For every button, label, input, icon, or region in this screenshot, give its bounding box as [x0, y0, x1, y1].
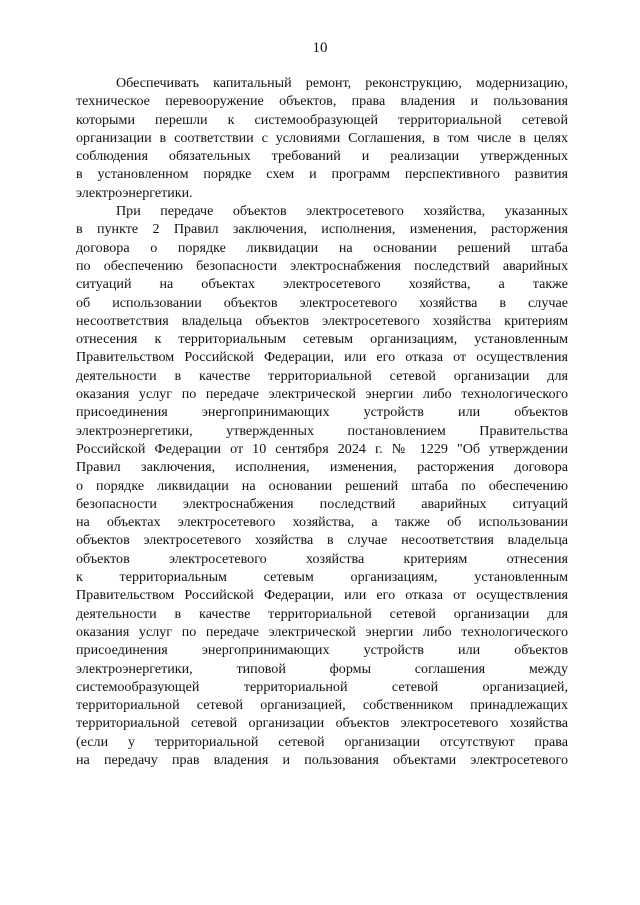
text-line: в пункте 2 Правил заключения, исполнения, изменения, расторжения: [76, 221, 568, 238]
text-line: системообразующей территориальной сетевой организацией,: [76, 678, 568, 695]
text-line: территориальной сетевой организации объектов электросетевого хозяйства: [76, 715, 568, 732]
text-line: несоответствия владельца объектов электросетевого хозяйства критериям: [76, 312, 568, 329]
text-line: на объектах электросетевого хозяйства, а также об использовании: [76, 514, 568, 531]
text-line: Правительством Российской Федерации, или его отказа от осуществления: [76, 349, 568, 366]
text-line: электроэнергетики.: [76, 184, 193, 201]
text-line: Обеспечивать капитальный ремонт, реконструкцию, модернизацию,: [116, 75, 568, 91]
text-line: о порядке ликвидации на основании решений штаба по обеспечению: [76, 477, 568, 494]
text-line: оказания услуг по передаче электрической энергии либо технологического: [76, 623, 568, 640]
text-line: деятельности в качестве территориальной сетевой организации для: [76, 605, 568, 622]
text-line: в установленном порядке схем и программ перспективного развития: [76, 166, 568, 183]
text-line: об использовании объектов электросетевого хозяйства в случае: [76, 294, 568, 311]
text-line: деятельности в качестве территориальной сетевой организации для: [76, 367, 568, 384]
text-line: отнесения к территориальным сетевым организациям, установленным: [76, 331, 568, 348]
text-line: которыми перешли к системообразующей территориальной сетевой: [76, 111, 568, 128]
text-line: организации в соответствии с условиями Соглашения, в том числе в целях: [76, 129, 568, 146]
text-line: территориальной сетевой организацией, собственником принадлежащих: [76, 697, 568, 714]
text-line: присоединения энергопринимающих устройств или объектов: [76, 404, 568, 421]
text-line: ситуаций на объектах электросетевого хозяйства, а также: [76, 276, 568, 293]
paragraph-1: [76, 74, 568, 202]
text-line: объектов электросетевого хозяйства критериям отнесения: [76, 550, 568, 567]
text-line: (если у территориальной сетевой организации отсутствуют права: [76, 733, 568, 750]
text-line: электроэнергетики, типовой формы соглашения между: [76, 660, 568, 677]
text-line: на передачу прав владения и пользования объектами электросетевого: [76, 751, 568, 768]
text-line: электроэнергетики, утвержденных постановлением Правительства: [76, 422, 568, 439]
text-line: соблюдения обязательных требований и реализации утвержденных: [76, 148, 568, 165]
text-line: по обеспечению безопасности электроснабжения последствий аварийных: [76, 257, 568, 274]
text-line: к территориальным сетевым организациям, установленным: [76, 569, 568, 586]
paragraph-2: [76, 202, 568, 769]
text-line: Правительством Российской Федерации, или его отказа от осуществления: [76, 587, 568, 604]
text-line: Правил заключения, исполнения, изменения, расторжения договора: [76, 459, 568, 476]
text-line: Российской Федерации от 10 сентября 2024 г. № 1229 "Об утверждении: [76, 440, 568, 457]
text-line: объектов электросетевого хозяйства в случае несоответствия владельца: [76, 532, 568, 549]
text-line: При передаче объектов электросетевого хозяйства, указанных: [116, 203, 568, 220]
text-line: безопасности электроснабжения последствий аварийных ситуаций: [76, 495, 568, 512]
text-line: техническое перевооружение объектов, права владения и пользования: [76, 93, 568, 110]
document-body: [76, 74, 568, 769]
text-line: присоединения энергопринимающих устройств или объектов: [76, 642, 568, 659]
text-line: договора о порядке ликвидации на основании решений штаба: [76, 239, 568, 256]
page-number: 10: [312, 40, 328, 56]
text-line: оказания услуг по передаче электрической энергии либо технологического: [76, 386, 568, 403]
